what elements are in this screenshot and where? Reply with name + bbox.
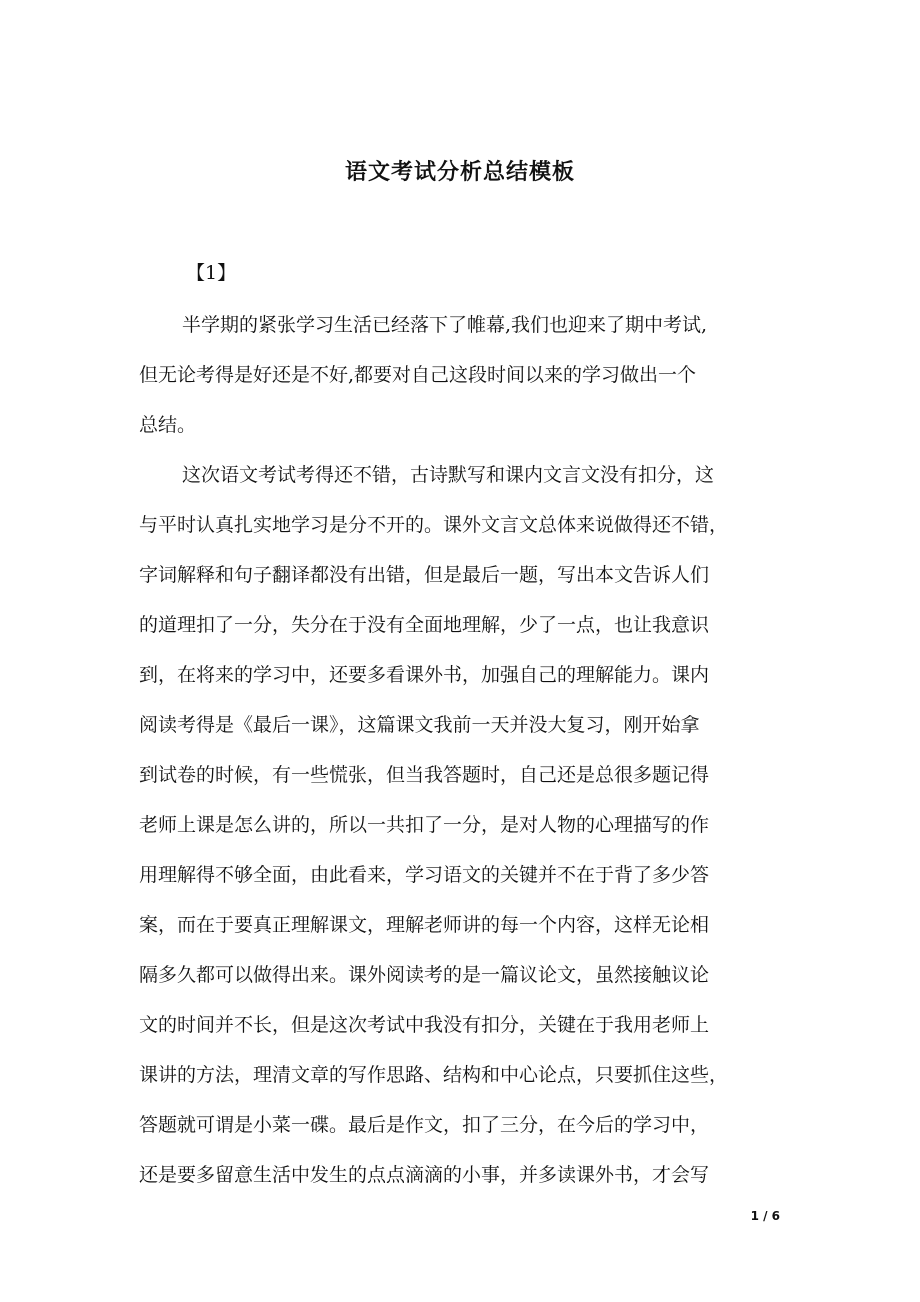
paragraph-line: 课讲的方法，理清文章的写作思路、结构和中心论点，只要抓住这些，: [139, 1064, 729, 1086]
paragraph-line: 但无论考得是好还是不好,都要对自己这段时间以来的学习做出一个: [139, 364, 697, 386]
paragraph-line: 用理解得不够全面，由此看来，学习语文的关键并不在于背了多少答: [139, 864, 710, 886]
page-number: 1 / 6: [750, 1209, 780, 1223]
body-text: [139, 300, 781, 1200]
section-heading: 【1】: [186, 262, 237, 284]
paragraph-line: 总结。: [139, 414, 197, 436]
paragraph-line: 答题就可谓是小菜一碟。最后是作文，扣了三分，在今后的学习中，: [139, 1114, 710, 1136]
paragraph-line: 这次语文考试考得还不错，古诗默写和课内文言文没有扣分，这: [182, 464, 715, 486]
page-title: 语文考试分析总结模板: [344, 158, 575, 185]
paragraph-1: [139, 300, 781, 450]
paragraph-line: 的道理扣了一分，失分在于没有全面地理解，少了一点，也让我意识: [139, 614, 710, 636]
paragraph-line: 到试卷的时候，有一些慌张，但当我答题时，自己还是总很多题记得: [139, 764, 710, 786]
paragraph-line: 隔多久都可以做得出来。课外阅读考的是一篇议论文，虽然接触议论: [139, 964, 710, 986]
paragraph-line: 与平时认真扎实地学习是分不开的。课外文言文总体来说做得还不错，: [139, 514, 729, 536]
paragraph-line: 字词解释和句子翻译都没有出错，但是最后一题，写出本文告诉人们: [139, 564, 710, 586]
paragraph-line: 老师上课是怎么讲的，所以一共扣了一分，是对人物的心理描写的作: [139, 814, 710, 836]
paragraph-2: [139, 450, 781, 1200]
paragraph-line: 到，在将来的学习中，还要多看课外书，加强自己的理解能力。课内: [139, 664, 710, 686]
paragraph-line: 阅读考得是《最后一课》，这篇课文我前一天并没大复习，刚开始拿: [139, 714, 700, 736]
paragraph-line: 半学期的紧张学习生活已经落下了帷幕,我们也迎来了期中考试,: [182, 314, 708, 336]
paragraph-line: 文的时间并不长，但是这次考试中我没有扣分，关键在于我用老师上: [139, 1014, 710, 1036]
paragraph-line: 案，而在于要真正理解课文，理解老师讲的每一个内容，这样无论相: [139, 914, 710, 936]
paragraph-line: 还是要多留意生活中发生的点点滴滴的小事，并多读课外书，才会写: [139, 1164, 710, 1186]
